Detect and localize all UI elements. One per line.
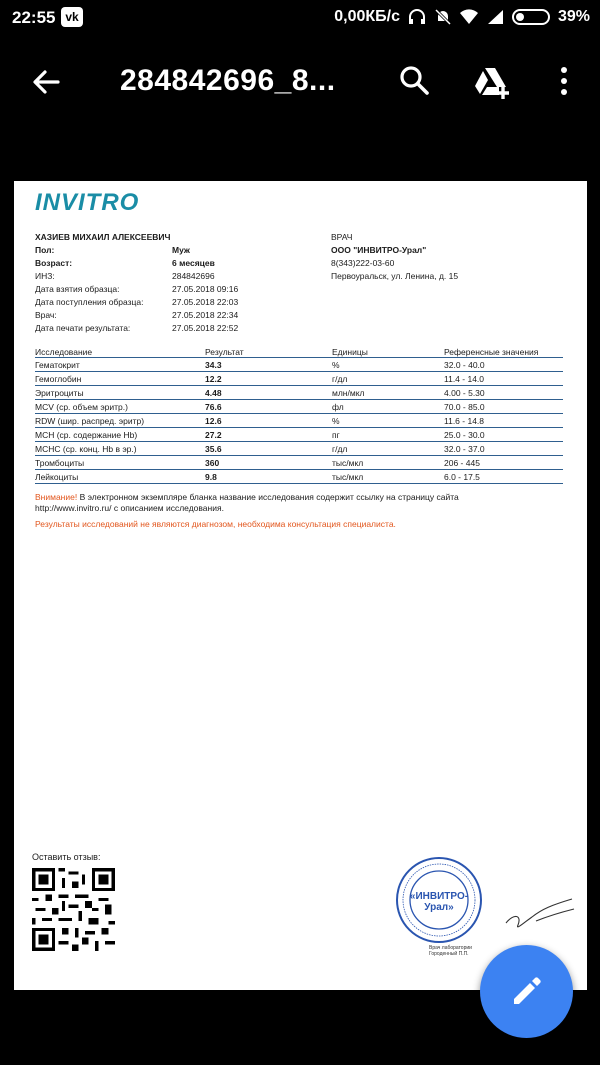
results-table (35, 346, 563, 484)
document-title: 284842696_8... (120, 64, 336, 97)
units-cell: млн/мкл (332, 386, 444, 400)
test-name-cell[interactable]: RDW (шир. распред. эритр) (35, 414, 205, 428)
vk-notification-icon: vk (61, 7, 83, 27)
result-cell: 34.3 (205, 358, 332, 372)
table-row (35, 400, 563, 414)
field-value: 27.05.2018 22:03 (172, 297, 239, 307)
attention-text: В электронном экземпляре бланка название исследования содержит ссылку на страницу сайта (79, 492, 459, 502)
units-cell: г/дл (332, 442, 444, 456)
test-name-cell[interactable]: MCHC (ср. конц. Hb в эр.) (35, 442, 205, 456)
units-cell: фл (332, 400, 444, 414)
field-value: 27.05.2018 22:52 (172, 323, 239, 333)
reference-cell: 4.00 - 5.30 (444, 386, 563, 400)
reference-cell: 32.0 - 37.0 (444, 442, 563, 456)
test-name-cell[interactable]: Гематокрит (35, 358, 205, 372)
doctor-address: Первоуральск, ул. Ленина, д. 15 (331, 271, 459, 281)
wifi-icon (460, 9, 478, 25)
reference-cell: 206 - 445 (444, 456, 563, 470)
battery-icon (512, 9, 550, 25)
doctor-label: ВРАЧ (331, 232, 353, 242)
lab-head-name: Городенный П.П. (429, 951, 469, 957)
attention-label: Внимание! (35, 492, 78, 502)
result-cell: 35.6 (205, 442, 332, 456)
field-label: ИНЗ: (35, 271, 55, 281)
test-name-cell[interactable]: Лейкоциты (35, 470, 205, 484)
reference-cell: 32.0 - 40.0 (444, 358, 563, 372)
header-result: Результат (205, 346, 332, 358)
battery-percent: 39% (557, 8, 590, 25)
test-name-cell[interactable]: MCV (ср. объем эритр.) (35, 400, 205, 414)
attention-text-2: с описанием исследования. (113, 503, 224, 513)
field-label: Дата взятия образца: (35, 284, 120, 294)
test-name-cell[interactable]: Эритроциты (35, 386, 205, 400)
header-reference: Референсные значения (444, 346, 563, 358)
field-value: 6 месяцев (172, 258, 215, 268)
disclaimer: Результаты исследований не являются диагнозом, необходима консультация специалиста. (35, 519, 396, 529)
units-cell: % (332, 414, 444, 428)
app-bar (0, 36, 600, 128)
field-value: 284842696 (172, 271, 215, 281)
field-label: Врач: (35, 310, 57, 320)
status-right-group (334, 8, 590, 26)
result-cell: 9.8 (205, 470, 332, 484)
field-label: Пол: (35, 245, 55, 255)
status-time: 22:55 (12, 8, 56, 27)
result-cell: 76.6 (205, 400, 332, 414)
pencil-edit-icon (510, 975, 543, 1008)
table-row (35, 372, 563, 386)
reference-cell: 11.4 - 14.0 (444, 372, 563, 386)
table-row (35, 386, 563, 400)
field-label: Возраст: (35, 258, 73, 268)
attention-note-line2 (35, 503, 224, 514)
headset-icon (408, 9, 426, 25)
lab-head-sign (429, 945, 472, 957)
test-name-cell[interactable]: MCH (ср. содержание Hb) (35, 428, 205, 442)
more-vert-icon[interactable] (552, 64, 576, 98)
reference-cell: 6.0 - 17.5 (444, 470, 563, 484)
result-cell: 360 (205, 456, 332, 470)
field-label: Дата поступления образца: (35, 297, 144, 307)
units-cell: г/дл (332, 372, 444, 386)
back-arrow-icon[interactable] (30, 66, 62, 98)
signal-icon (486, 9, 504, 25)
table-row (35, 414, 563, 428)
table-row (35, 456, 563, 470)
net-speed: 0,00КБ/с (334, 8, 400, 25)
svg-text:«ИНВИТРО-: «ИНВИТРО- (409, 891, 469, 902)
units-cell: % (332, 358, 444, 372)
signature (502, 895, 577, 935)
units-cell: пг (332, 428, 444, 442)
field-value: Муж (172, 245, 190, 255)
stamp-seal (394, 855, 484, 945)
qr-code[interactable] (32, 868, 115, 951)
document-page[interactable] (14, 181, 587, 990)
status-bar (0, 0, 600, 36)
result-cell: 4.48 (205, 386, 332, 400)
reference-cell: 70.0 - 85.0 (444, 400, 563, 414)
field-value: 27.05.2018 09:16 (172, 284, 239, 294)
doctor-phone: 8(343)222-03-60 (331, 258, 395, 268)
header-test: Исследование (35, 346, 205, 358)
test-name-cell[interactable]: Тромбоциты (35, 456, 205, 470)
lab-head-label: Врач лаборатории (429, 945, 472, 951)
svg-text:Урал»: Урал» (424, 902, 454, 913)
invitro-link[interactable]: http://www.invitro.ru/ (35, 503, 112, 513)
invitro-logo: INVITRO (35, 189, 140, 216)
reference-cell: 25.0 - 30.0 (444, 428, 563, 442)
drive-add-icon[interactable] (473, 66, 511, 100)
patient-name: ХАЗИЕВ МИХАИЛ АЛЕКСЕЕВИЧ (35, 232, 171, 242)
header-units: Единицы (332, 346, 444, 358)
result-cell: 12.6 (205, 414, 332, 428)
feedback-label: Оставить отзыв: (32, 852, 101, 862)
table-header-row (35, 346, 563, 358)
doctor-org: ООО "ИНВИТРО-Урал" (331, 245, 427, 255)
field-label: Дата печати результата: (35, 323, 131, 333)
table-row (35, 442, 563, 456)
field-value: 27.05.2018 22:34 (172, 310, 239, 320)
result-cell: 12.2 (205, 372, 332, 386)
result-cell: 27.2 (205, 428, 332, 442)
edit-fab-button[interactable] (480, 945, 573, 1038)
table-row (35, 470, 563, 484)
test-name-cell[interactable]: Гемоглобин (35, 372, 205, 386)
search-icon[interactable] (398, 64, 430, 96)
table-row (35, 358, 563, 372)
units-cell: тыс/мкл (332, 470, 444, 484)
mute-bell-icon (434, 9, 452, 25)
table-row (35, 428, 563, 442)
reference-cell: 11.6 - 14.8 (444, 414, 563, 428)
attention-note (35, 492, 459, 503)
units-cell: тыс/мкл (332, 456, 444, 470)
